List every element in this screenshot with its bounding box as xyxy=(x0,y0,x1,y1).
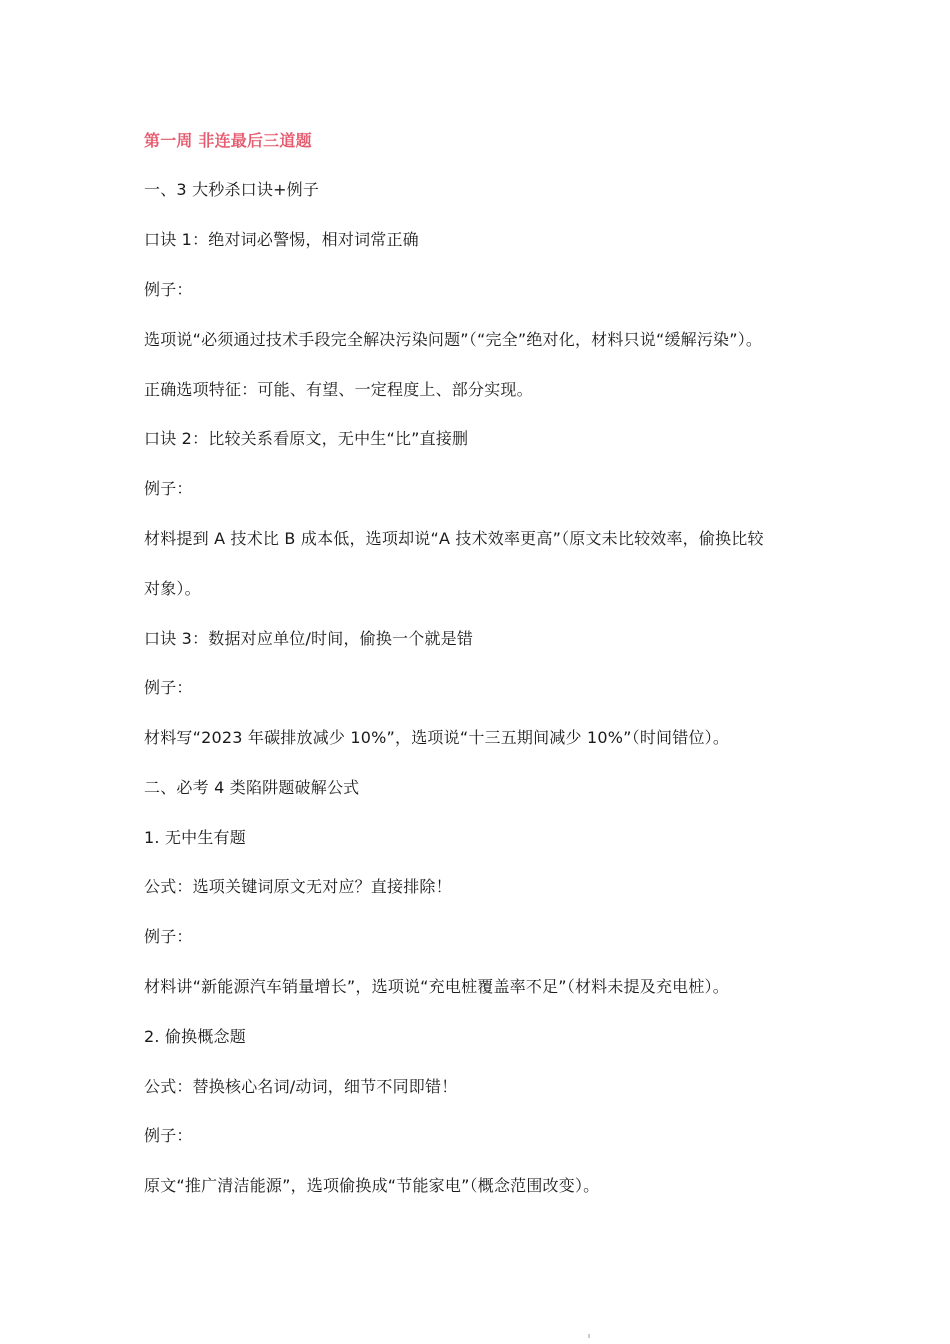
page-footer-mark xyxy=(588,1334,590,1338)
example-text: 材料写“2023 年碳排放减少 10%”，选项说“十三五期间减少 10%”（时间错位）。 xyxy=(144,728,730,747)
example-label: 例子： xyxy=(144,678,193,697)
formula-text: 公式：选项关键词原文无对应？直接排除！ xyxy=(144,877,452,896)
example-text: 原文“推广清洁能源”，选项偷换成“节能家电”（概念范围改变）。 xyxy=(144,1176,600,1195)
section-heading-1: 一、3 大秒杀口诀+例子 xyxy=(144,180,320,199)
example-label: 例子： xyxy=(144,479,193,498)
page-title: 第一周 非连最后三道题 xyxy=(144,131,312,150)
formula-text: 公式：替换核心名词/动词，细节不同即错！ xyxy=(144,1077,458,1096)
trap-type-1: 1. 无中生有题 xyxy=(144,828,246,847)
rule-2: 口诀 2：比较关系看原文，无中生“比”直接删 xyxy=(144,429,469,448)
trap-type-2: 2. 偷换概念题 xyxy=(144,1027,246,1046)
example-label: 例子： xyxy=(144,280,193,299)
example-label: 例子： xyxy=(144,927,193,946)
rule-1: 口诀 1：绝对词必警惕，相对词常正确 xyxy=(144,230,419,249)
example-text: 材料讲“新能源汽车销量增长”，选项说“充电桩覆盖率不足”（材料未提及充电桩）。 xyxy=(144,977,729,996)
example-text: 选项说“必须通过技术手段完全解决污染问题”（“完全”绝对化，材料只说“缓解污染”）。 xyxy=(144,330,763,349)
feature-text: 正确选项特征：可能、有望、一定程度上、部分实现。 xyxy=(144,380,533,399)
rule-3: 口诀 3：数据对应单位/时间，偷换一个就是错 xyxy=(144,629,474,648)
example-text: 材料提到 A 技术比 B 成本低，选项却说“A 技术效率更高”（原文未比较效率，偷换比较 xyxy=(144,529,764,548)
section-heading-2: 二、必考 4 类陷阱题破解公式 xyxy=(144,778,360,797)
example-text-continued: 对象）。 xyxy=(144,579,201,598)
example-label: 例子： xyxy=(144,1126,193,1145)
